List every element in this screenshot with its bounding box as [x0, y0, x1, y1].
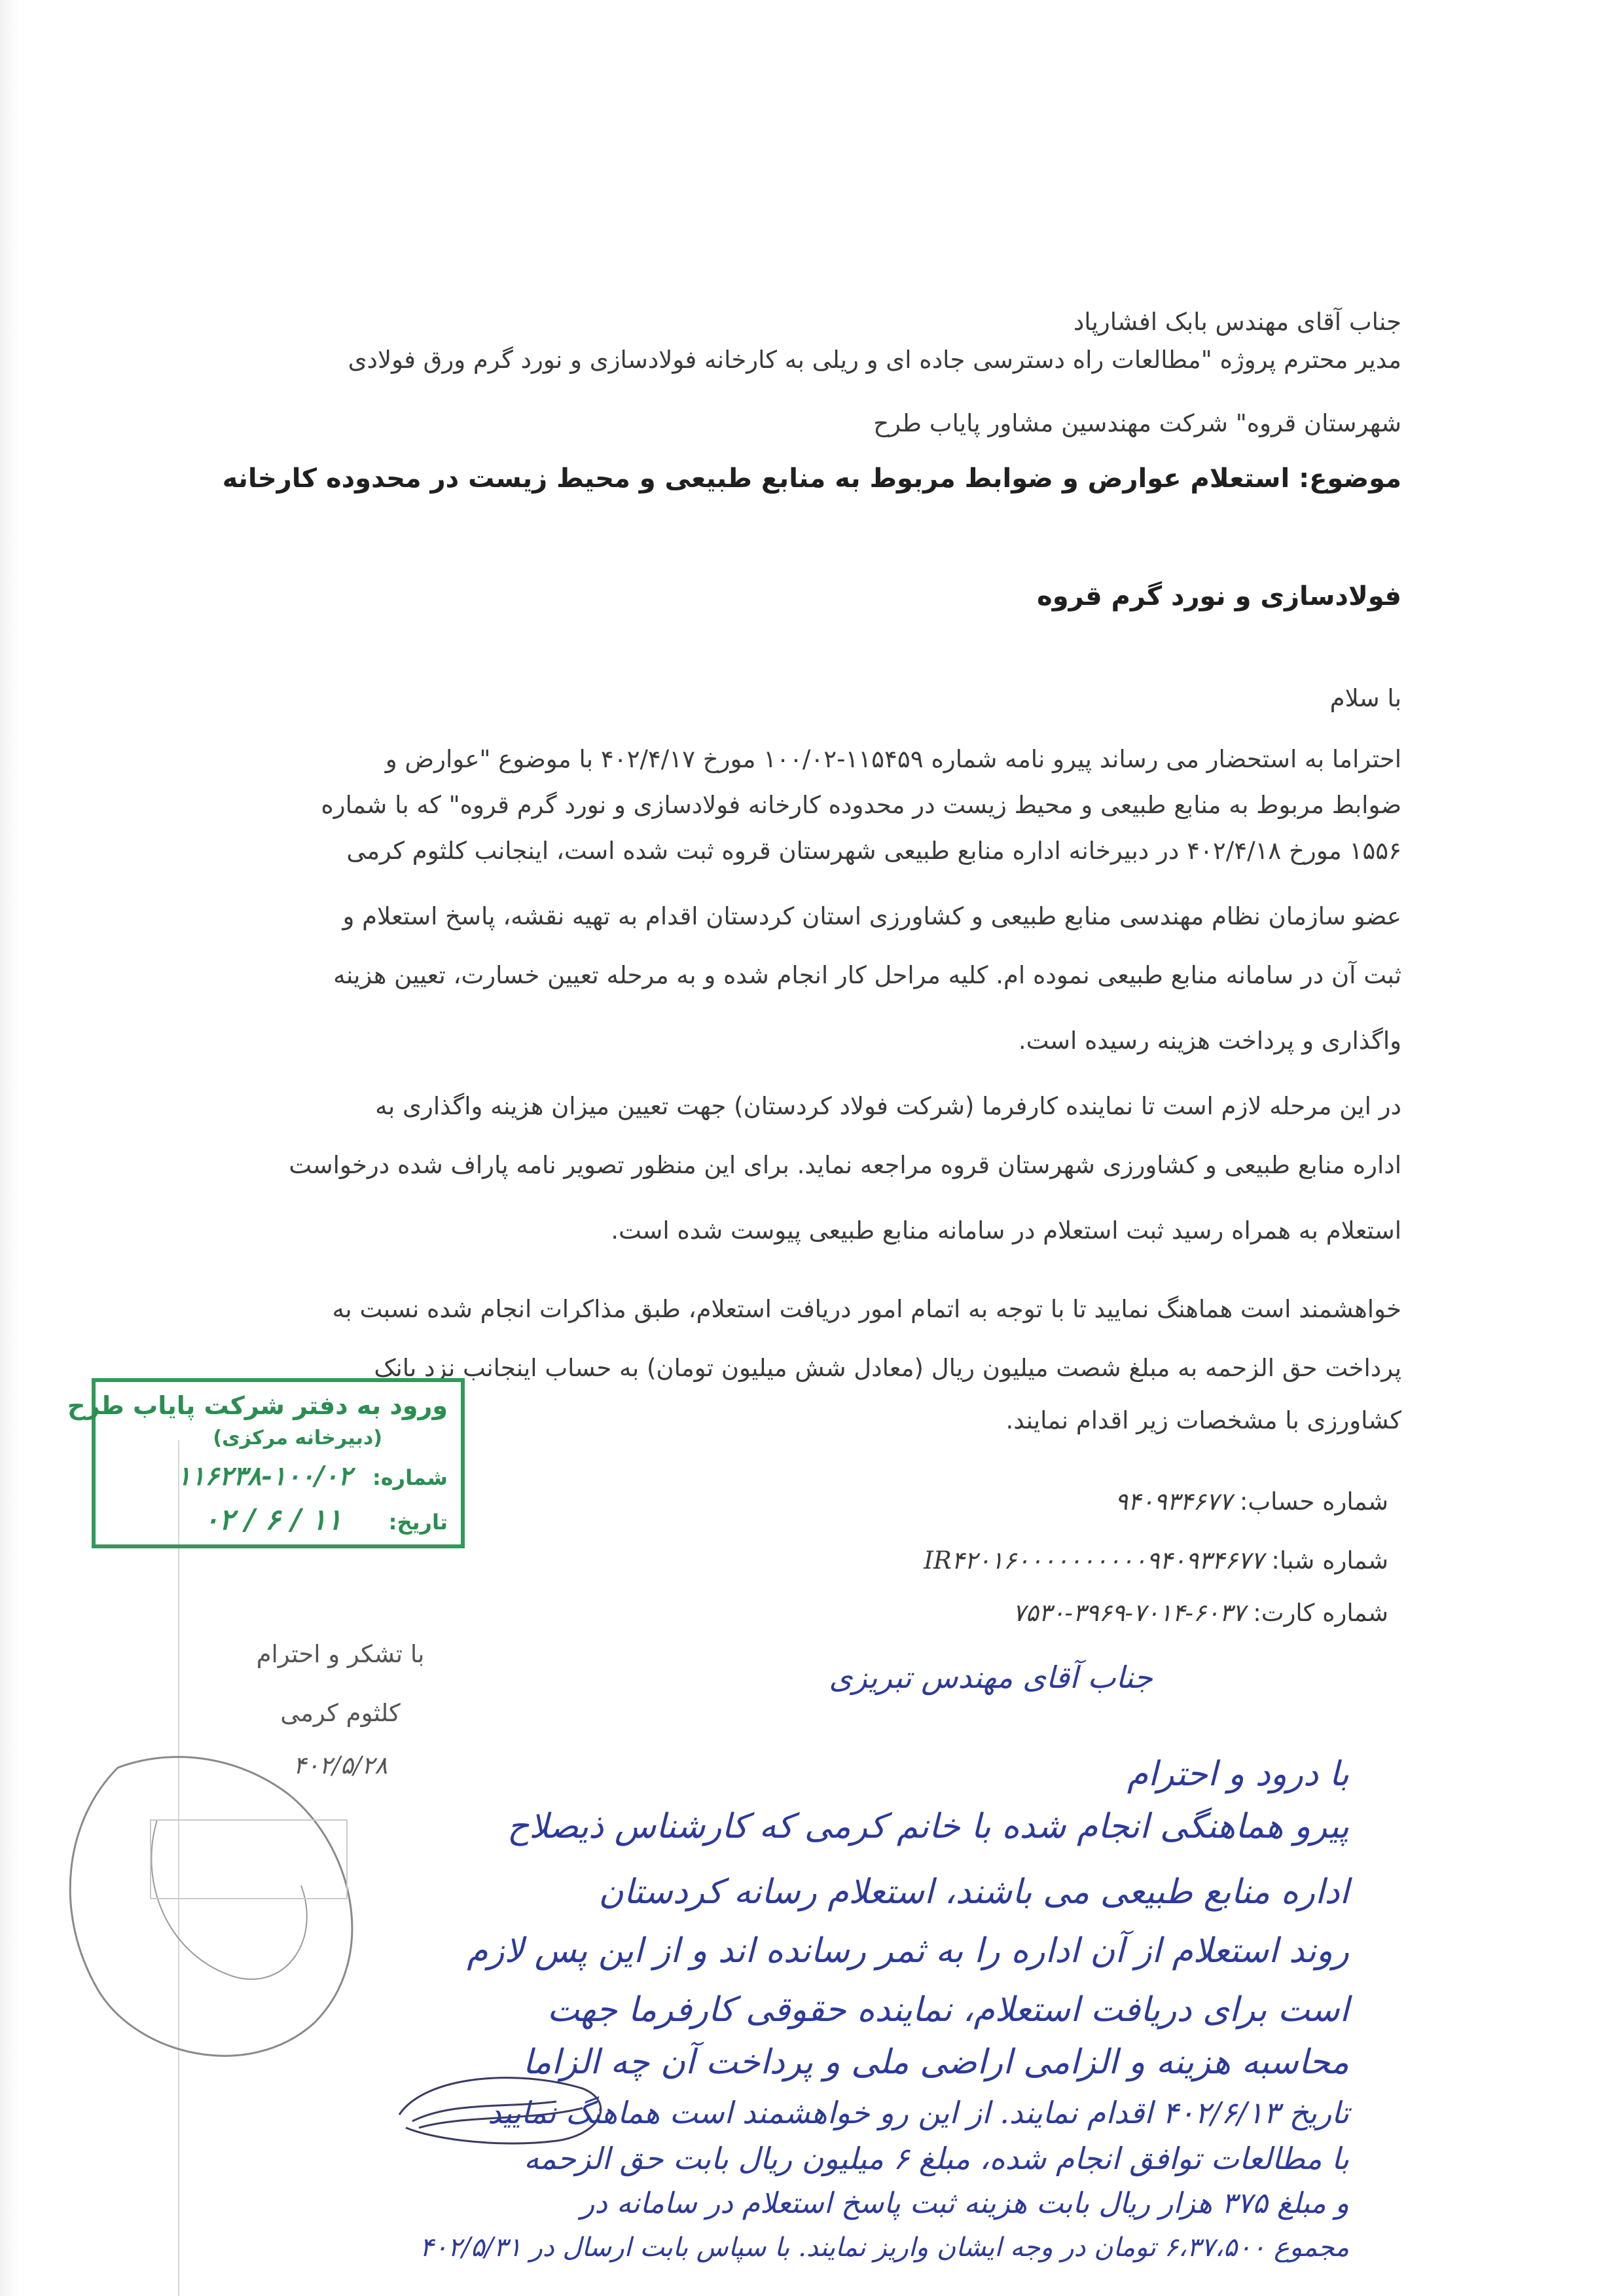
sheba-number-label: شماره شبا:: [1271, 1546, 1388, 1575]
closing-date: ۴۰۲/۵/۲۸: [293, 1751, 388, 1779]
paragraph-2-line-2: اداره منابع طبیعی و کشاورزی شهرستان قروه مراجعه نماید. برای این منظور تصویر نامه پاراف شده درخواست: [289, 1151, 1401, 1179]
stamp-subtitle: (دبیرخانه مرکزی): [213, 1427, 382, 1449]
handwritten-line-3: پیرو هماهنگی انجام شده با خانم کرمی که کارشناس ذیصلاح: [507, 1807, 1349, 1846]
sheba-number-row: [924, 1546, 1388, 1575]
paragraph-1-line-4: عضو سازمان نظام مهندسی منابع طبیعی و کشاورزی استان کردستان اقدام به تهیه نقشه، پاسخ استعلام و: [342, 902, 1401, 930]
handwritten-line-6: است برای دریافت استعلام، نماینده حقوقی کارفرما جهت: [547, 1990, 1349, 2030]
stamp-title: ورود به دفتر شرکت پایاب طرح: [67, 1391, 448, 1420]
addressee-line-3: شهرستان قروه" شرکت مهندسین مشاور پایاب طرح: [873, 409, 1401, 437]
stamp-number-label: شماره:: [372, 1465, 448, 1490]
card-number-value: ۶۰۳۷-۷۰۱۴-۳۹۶۹-۷۵۳۰: [1012, 1599, 1246, 1627]
paragraph-1-line-2: ضوابط مربوط به منابع طبیعی و محیط زیست در محدوده کارخانه فولادسازی و نورد گرم قروه" که با شماره: [321, 791, 1401, 819]
handwritten-line-2: با درود و احترام: [1127, 1755, 1349, 1794]
stamp-date-label: تاریخ:: [388, 1510, 448, 1535]
handwritten-line-1: جناب آقای مهندس تبریزی: [829, 1660, 1153, 1695]
account-number-label: شماره حساب:: [1239, 1487, 1388, 1516]
stamp-number-row: [177, 1461, 448, 1491]
subject-line-1: موضوع: استعلام عوارض و ضوابط مربوط به منابع طبیعی و محیط زیست در محدوده کارخانه: [222, 464, 1401, 494]
handwritten-line-7: محاسبه هزینه و الزامی اراضی ملی و پرداخت آن چه الزاما: [522, 2043, 1349, 2082]
paragraph-3-line-2: پرداخت حق الزحمه به مبلغ شصت میلیون ریال (معادل شش میلیون تومان) به حساب اینجانب نزد بانک: [374, 1354, 1401, 1382]
sheba-number-value: IR۴۲۰۱۶۰۰۰۰۰۰۰۰۰۰۹۴۰۹۳۴۶۷۷: [924, 1546, 1264, 1575]
paragraph-3-line-3: کشاورزی با مشخصات زیر اقدام نمایند.: [1005, 1406, 1401, 1434]
handwritten-line-10: و مبلغ ۳۷۵ هزار ریال بابت هزینه ثبت پاسخ استعلام در سامانه در: [581, 2187, 1349, 2220]
stamp-date-row: [204, 1503, 448, 1537]
handwritten-line-4: اداره منابع طبیعی می باشند، استعلام رسانه کردستان: [598, 1872, 1349, 1912]
paragraph-2-line-1: در این مرحله لازم است تا نماینده کارفرما (شرکت فولاد کردستان) جهت تعیین میزان هزینه واگذاری به: [375, 1092, 1401, 1120]
card-number-row: [1013, 1599, 1388, 1627]
paragraph-2-line-3: استعلام به همراه رسید ثبت استعلام در سامانه منابع طبیعی پیوست شده است.: [611, 1216, 1401, 1245]
account-number-value: ۹۴۰۹۳۴۶۷۷: [1115, 1487, 1233, 1516]
paragraph-3-line-1: خواهشمند است هماهنگ نمایید تا با توجه به اتمام امور دریافت استعلام، طبق مذاکرات انجام شده نسبت به: [332, 1295, 1401, 1323]
stamp-number-value: ۱۰۰/۰۲-۱۱۶۲۳۸: [177, 1461, 352, 1491]
stamp-date-value: ۱۱ / ۶ / ۰۲: [203, 1503, 342, 1537]
subject-line-2: فولادسازی و نورد گرم قروه: [1037, 581, 1401, 611]
paragraph-1-line-1: احتراما به استحضار می رساند پیرو نامه شماره ۱۱۵۴۵۹-۱۰۰/۰۲ مورخ ۴۰۲/۴/۱۷ با موضوع "عوارض و: [385, 745, 1401, 773]
closing-regards: با تشکر و احترام: [256, 1640, 425, 1668]
addressee-line-2: مدیر محترم پروژه "مطالعات راه دسترسی جاده ای و ریلی به کارخانه فولادسازی و نورد گرم ورق فولادی: [348, 346, 1401, 374]
handwritten-line-11: مجموع ۶،۳۷،۵۰۰ تومان در وجه ایشان واریز نمایند. با سپاس بابت ارسال در ۴۰۲/۵/۳۱: [420, 2232, 1349, 2263]
paragraph-1-line-5: ثبت آن در سامانه منابع طبیعی نموده ام. کلیه مراحل کار انجام شده و به مرحله تعیین خسارت، تعیین هزینه: [333, 961, 1401, 989]
handwritten-line-8: تاریخ ۴۰۲/۶/۱۳ اقدام نمایند. از این رو خواهشمند است هماهنگ نمایید: [488, 2095, 1349, 2130]
signature-scribble: [39, 1741, 406, 2108]
card-number-label: شماره کارت:: [1253, 1599, 1388, 1627]
handwritten-line-5: روند استعلام از آن اداره را به ثمر رسانده اند و از این پس لازم: [467, 1931, 1349, 1971]
handwritten-line-9: با مطالعات توافق انجام شده، مبلغ ۶ میلیون ریال بابت حق الزحمه: [524, 2141, 1349, 2176]
paragraph-1-line-3: ۱۵۵۶ مورخ ۴۰۲/۴/۱۸ در دبیرخانه اداره منابع طبیعی شهرستان قروه ثبت شده است، اینجانب کلثوم کرمی: [346, 837, 1401, 865]
addressee-line-1: جناب آقای مهندس بابک افشارپاد: [1073, 308, 1401, 336]
closing-name: کلثوم کرمی: [280, 1699, 401, 1727]
paragraph-1-line-6: واگذاری و پرداخت هزینه رسیده است.: [1018, 1027, 1401, 1055]
account-number-row: [1115, 1487, 1388, 1516]
greeting: با سلام: [1329, 684, 1401, 712]
receipt-stamp: [67, 1378, 465, 1548]
